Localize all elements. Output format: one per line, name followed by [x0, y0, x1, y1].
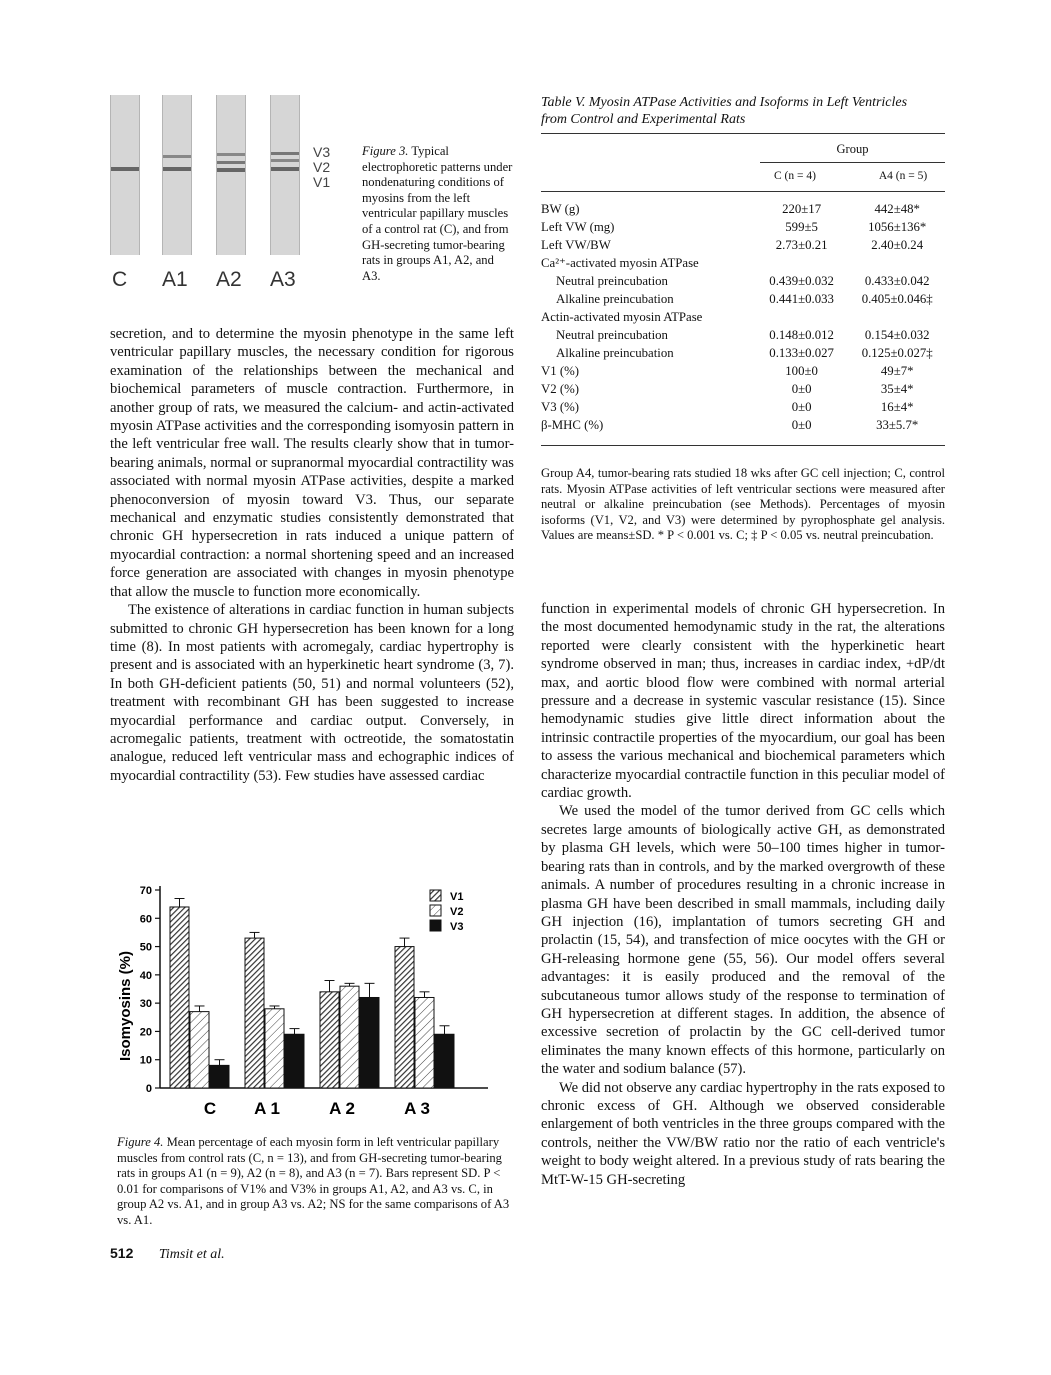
cell-control: 220±17 — [782, 202, 822, 216]
row-label: Left VW (mg) — [541, 220, 615, 234]
gel-lane-label: A3 — [270, 268, 296, 291]
x-tick-label: A 3 — [404, 1099, 430, 1118]
y-tick-label: 70 — [139, 885, 152, 897]
cell-control: 599±5 — [785, 220, 818, 234]
cell-a4: 0.433±0.042 — [864, 274, 930, 288]
caption-label: Figure 3. — [362, 144, 409, 158]
caption-text: Typical electrophoretic patterns under nondenaturing conditions of myosins from the left ventricular papillary muscles of a control rat (C), and from GH-secreting tumor-bearing rats in groups A1, A2, and A3. — [362, 144, 513, 283]
table-row — [541, 200, 945, 218]
gel-lane-a3 — [270, 95, 300, 255]
legend-label: V2 — [450, 906, 464, 918]
cell-a4: 0.154±0.032 — [864, 328, 930, 342]
gel-lane-label: A2 — [216, 268, 242, 291]
row-label: Actin-activated myosin ATPase — [541, 310, 703, 324]
cell-control: 0±0 — [791, 382, 812, 396]
cell-a4: 49±7* — [880, 364, 914, 378]
bar-v2-0 — [190, 1012, 209, 1088]
cell-control: 0.148±0.012 — [769, 328, 834, 342]
legend-swatch-v1 — [430, 890, 441, 901]
paragraph: function in experimental models of chronic GH hypersecretion. In the most documented hemodynamic study in the rat, the alterations reported were clearly consistent with the hyperkinetic heart syndrome observed in man; thus, increases in cardiac index, +dP/dt max, and aortic blood flow were combined with normal arterial pressure and a decrease in systemic vascular resistance (15). Since hemodynamic studies give little direct information about the intrinsic contractile properties of the myocardium, our goal has been to assess the various mechanical and biochemical parameters which characterize myocardial contractile function in this peculiar model of cardiac growth. — [541, 601, 945, 802]
table-row — [541, 254, 945, 272]
gel-lane-label: A1 — [162, 268, 188, 291]
row-label: Left VW/BW — [541, 238, 611, 252]
table-row — [541, 326, 945, 344]
paragraph: We did not observe any cardiac hypertrophy in the rats exposed to chronic excess of GH. Although we observed considerable enlargement of both ventricles in the three groups compared with the controls, neither the VW/BW ratio nor the ratio of each ventricle's weight to body weight altered. In a previous study of rats bearing the MtT-W-15 GH-secreting — [541, 1079, 945, 1188]
cell-control — [754, 254, 850, 272]
legend-label: V1 — [450, 891, 464, 903]
cell-control: 0.133±0.027 — [769, 346, 834, 360]
cell-a4: 35±4* — [880, 382, 914, 396]
row-label: V1 (%) — [541, 364, 580, 378]
table-row — [541, 416, 945, 434]
y-tick-label: 50 — [139, 941, 152, 954]
cell-a4 — [849, 308, 945, 326]
table-row — [541, 344, 945, 362]
figure-4-caption — [117, 1135, 514, 1229]
x-tick-label: A 2 — [329, 1099, 355, 1118]
table-row — [541, 218, 945, 236]
y-tick-label: 10 — [139, 1054, 152, 1067]
band-label: V1 — [313, 174, 331, 190]
row-label: Neutral preincubation — [556, 274, 668, 288]
row-label: V2 (%) — [541, 382, 580, 396]
right-column — [541, 600, 945, 1189]
paragraph: secretion, and to determine the myosin phenotype in the same left ventricular papillary muscles, the necessary condition for rigorous examination of the relationships between the mechanical and biochemical parameters of muscle contraction. Furthermore, in another group of rats, we measured the calcium- and actin-activated myosin ATPase activities and the corresponding isomyosin pattern in the left ventricular free wall. The results clearly show that in tumor-bearing animals, normal or supranormal myocardial contractility was associated with normal myosin ATPase activities, despite a marked phenoconversion of myosin toward V3. Thus, our separate mechanical and enzymatic studies consistently demonstrated that chronic GH hypersecretion in rats induced a unique pattern of myocardial contraction: a normal shortening speed and an increased force generation are associated with changes in myosin phenotype that allow the muscle to function more economically. — [110, 326, 514, 600]
cell-a4: 16±4* — [880, 400, 914, 414]
table-row — [541, 308, 945, 326]
cell-a4 — [849, 254, 945, 272]
gel-lane-label: C — [112, 268, 128, 291]
page-number: 512 — [110, 1245, 134, 1261]
bar-v1-3 — [395, 947, 414, 1088]
cell-a4: 2.40±0.24 — [871, 238, 924, 252]
table-footnote: Group A4, tumor-bearing rats studied 18 wks after GC cell injection; C, control rats. Myosin ATPase activities of left ventricular sections were measured after neutral or alkaline preincubation (see Methods). Percentages of myosin isoforms (V1, V2, and V3) were determined by pyrophosphate gel analysis. Values are means±SD. * P < 0.001 vs. C; ‡ P < 0.05 vs. neutral preincubation. — [541, 466, 945, 543]
row-label: Alkaline preincubation — [556, 346, 674, 360]
paragraph: We used the model of the tumor derived from GC cells which secretes large amounts of biologically active GH, as demonstrated by plasma GH levels, which were 50–100 times higher in tumor-bearing rats than in controls, and by the marked overgrowth of these animals. A number of procedures resulting in a chronic increase in plasma GH have been described in small mammals, including daily GH injection (16), implantation of tumors secreting GH and prolactin (15, 54), and transfection of mice oocytes with the GH or GH-releasing hormone gene (55, 56). Our model offers several advantages: it is easily produced and the removal of the subcutaneous tumor allows study of the response to termination of GH hypersecretion at different stages. In addition, the absence of excessive secretion of prolactin by the GC cell-derived tumor eliminates the many known effects of this hormone, particularly on the water and sodium balance (57). — [541, 803, 945, 1078]
cell-control: 2.73±0.21 — [775, 238, 828, 252]
bar-v2-3 — [415, 997, 434, 1088]
legend-swatch-v2 — [430, 905, 441, 916]
cell-a4: 442±48* — [874, 202, 920, 216]
cell-control — [754, 308, 850, 326]
bar-v2-1 — [265, 1009, 284, 1088]
y-tick-label: 20 — [139, 1026, 152, 1039]
cell-a4: 33±5.7* — [876, 418, 919, 432]
legend-swatch-v3 — [430, 920, 441, 931]
row-label: Neutral preincubation — [556, 328, 668, 342]
cell-control: 0±0 — [791, 418, 812, 432]
cell-a4: 1056±136* — [868, 220, 927, 234]
row-label: Ca²⁺-activated myosin ATPase — [541, 256, 699, 270]
y-tick-label: 40 — [139, 969, 152, 982]
y-axis-label: Isomyosins (%) — [117, 950, 134, 1062]
caption-text: Mean percentage of each myosin form in left ventricular papillary muscles from control rats (C, n = 13), and from GH-secreting tumor-bearing rats in groups A1 (n = 9), A2 (n = 8), and A3 (n = 7). Bars represent SD. P < 0.01 for comparisons of V1% and V3% in groups A1, A2, and A3 vs. C, in group A2 vs. A1, and in group A3 vs. A2; NS for the same comparisons of A3 vs. A1. — [117, 1135, 510, 1227]
y-tick-label: 0 — [145, 1083, 152, 1095]
figure-4-chart — [108, 876, 514, 1126]
table-row — [541, 272, 945, 290]
caption-label: Figure 4. — [117, 1135, 164, 1149]
running-authors: Timsit et al. — [158, 1247, 225, 1262]
table-row — [541, 398, 945, 416]
table-row — [541, 380, 945, 398]
y-tick-label: 30 — [139, 998, 152, 1011]
cell-a4: 0.125±0.027‡ — [861, 346, 933, 360]
row-label: BW (g) — [541, 202, 580, 216]
table-row — [541, 290, 945, 308]
table-title: Table V. Myosin ATPase Activities and Isoforms in Left Ventricles from Control and Experimental Rats — [541, 95, 908, 127]
band-label: V3 — [313, 144, 331, 160]
x-tick-label: C — [203, 1099, 217, 1118]
table-row — [541, 362, 945, 380]
cell-control: 0±0 — [791, 400, 812, 414]
bar-v3-0 — [210, 1065, 229, 1088]
gel-lane-c — [110, 95, 140, 255]
bar-v1-0 — [170, 907, 189, 1088]
bar-v3-2 — [360, 997, 379, 1088]
cell-control: 0.439±0.032 — [769, 274, 834, 288]
band-label: V2 — [313, 159, 331, 175]
paragraph: The existence of alterations in cardiac function in human subjects submitted to chronic GH hypersecretion has been known for a long time (8). In most patients with acromegaly, cardiac hypertrophy is present and is associated with an hyperkinetic heart syndrome (3, 7). In both GH-deficient patients (50, 51) and normal volunteers (52), treatment with recombinant GH has been suggested to increase myocardial performance and cardiac output. Conversely, in acromegalic patients, treatment with octreotide, the somatostatin analogue, reduced left ventricular mass and echographic indices of myocardial contractility (53). Few studies have assessed cardiac — [110, 602, 514, 784]
cell-control: 0.441±0.033 — [769, 292, 834, 306]
cell-a4: 0.405±0.046‡ — [861, 292, 933, 306]
table-group-header: Group — [836, 142, 869, 156]
cell-control: 100±0 — [785, 364, 818, 378]
y-tick-label: 60 — [139, 913, 152, 926]
bar-v1-1 — [245, 938, 264, 1088]
bar-v3-1 — [285, 1034, 304, 1088]
page-footer — [110, 1245, 225, 1263]
bar-v3-3 — [435, 1034, 454, 1088]
table-5 — [541, 94, 945, 128]
table-column-header: A4 (n = 5) — [878, 170, 928, 182]
table-column-header: C (n = 4) — [774, 170, 816, 182]
gel-lane-a1 — [162, 95, 192, 255]
row-label: Alkaline preincubation — [556, 292, 674, 306]
row-label: V3 (%) — [541, 400, 580, 414]
bar-v2-2 — [340, 986, 359, 1088]
x-tick-label: A 1 — [254, 1099, 280, 1118]
bar-v1-2 — [320, 992, 339, 1088]
table-body — [541, 200, 945, 434]
legend-label: V3 — [450, 921, 464, 933]
left-column — [110, 325, 514, 785]
figure-3-caption — [362, 144, 514, 284]
gel-lane-a2 — [216, 95, 246, 255]
table-row — [541, 236, 945, 254]
row-label: β-MHC (%) — [541, 418, 604, 432]
